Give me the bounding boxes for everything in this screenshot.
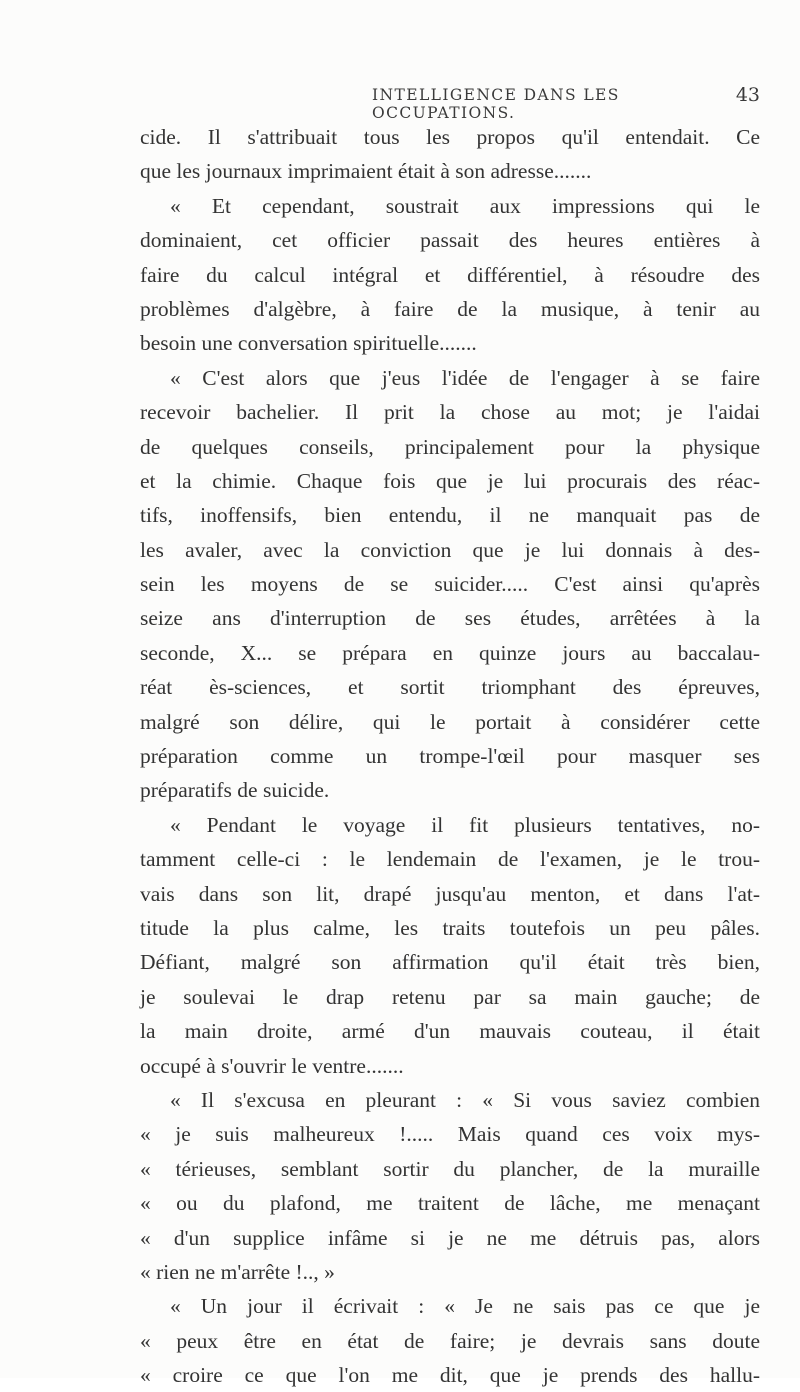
text-line: recevoir bachelier. Il prit la chose au mot; je l'aidai: [140, 400, 760, 425]
text-line: dominaient, cet officier passait des heures entières à: [140, 228, 760, 253]
text-line: Défiant, malgré son affirmation qu'il était très bien,: [140, 950, 760, 975]
text-line: besoin une conversation spirituelle.......: [140, 331, 477, 356]
body-text: [140, 120, 760, 1392]
text-line: problèmes d'algèbre, à faire de la musique, à tenir au: [140, 296, 760, 321]
text-line: que les journaux imprimaient était à son adresse.......: [140, 159, 592, 184]
text-line: seize ans d'interruption de ses études, arrêtées à la: [140, 606, 760, 631]
text-line: de quelques conseils, principalement pour la physique: [140, 434, 760, 459]
text-line: la main droite, armé d'un mauvais couteau, il était: [140, 1019, 760, 1044]
text-line: faire du calcul intégral et différentiel, à résoudre des: [140, 262, 760, 287]
text-line: les avaler, avec la conviction que je lui donnais à des-: [140, 537, 760, 562]
text-line: malgré son délire, qui le portait à considérer cette: [140, 709, 760, 734]
text-line: seconde, X... se prépara en quinze jours au baccalau-: [140, 640, 760, 665]
text-line: « ou du plafond, me traitent de lâche, me menaçant: [140, 1191, 760, 1216]
page-number: 43: [735, 84, 760, 106]
text-line: je soulevai le drap retenu par sa main gauche; de: [140, 984, 760, 1009]
text-line: cide. Il s'attribuait tous les propos qu'il entendait. Ce: [140, 125, 760, 149]
text-line: réat ès-sciences, et sortit triomphant des épreuves,: [140, 675, 760, 700]
text-line: « Pendant le voyage il fit plusieurs tentatives, no-: [170, 812, 760, 837]
text-line: tamment celle-ci : le lendemain de l'examen, je le trou-: [140, 847, 760, 872]
text-line: « térieuses, semblant sortir du plancher, de la muraille: [140, 1156, 760, 1181]
text-line: « d'un supplice infâme si je ne me détruis pas, alors: [140, 1225, 760, 1250]
text-line: « Il s'excusa en pleurant : « Si vous saviez combien: [170, 1087, 760, 1112]
text-line: préparation comme un trompe-l'œil pour masquer ses: [140, 744, 760, 769]
text-line: « peux être en état de faire; je devrais sans doute: [140, 1328, 760, 1353]
text-line: tifs, inoffensifs, bien entendu, il ne manquait pas de: [140, 503, 760, 528]
running-head: [140, 84, 760, 122]
running-title: INTELLIGENCE DANS LES OCCUPATIONS.: [372, 86, 620, 122]
text-line: vais dans son lit, drapé jusqu'au menton, et dans l'at-: [140, 881, 760, 906]
text-line: titude la plus calme, les traits toutefois un peu pâles.: [140, 915, 760, 940]
text-line: « je suis malheureux !..... Mais quand ces voix mys-: [140, 1122, 760, 1147]
text-line: occupé à s'ouvrir le ventre.......: [140, 1053, 404, 1078]
text-line: « C'est alors que j'eus l'idée de l'engager à se faire: [170, 365, 760, 390]
text-line: préparatifs de suicide.: [140, 778, 330, 803]
text-line: sein les moyens de se suicider..... C'est ainsi qu'après: [140, 572, 760, 597]
text-line: « rien ne m'arrête !.., »: [140, 1259, 335, 1284]
text-line: « Un jour il écrivait : « Je ne sais pas ce que je: [170, 1294, 760, 1319]
text-line: « Et cependant, soustrait aux impressions qui le: [170, 193, 760, 218]
text-line: « croire ce que l'on me dit, que je prends des hallu-: [140, 1363, 760, 1388]
text-line: et la chimie. Chaque fois que je lui procurais des réac-: [140, 468, 760, 493]
